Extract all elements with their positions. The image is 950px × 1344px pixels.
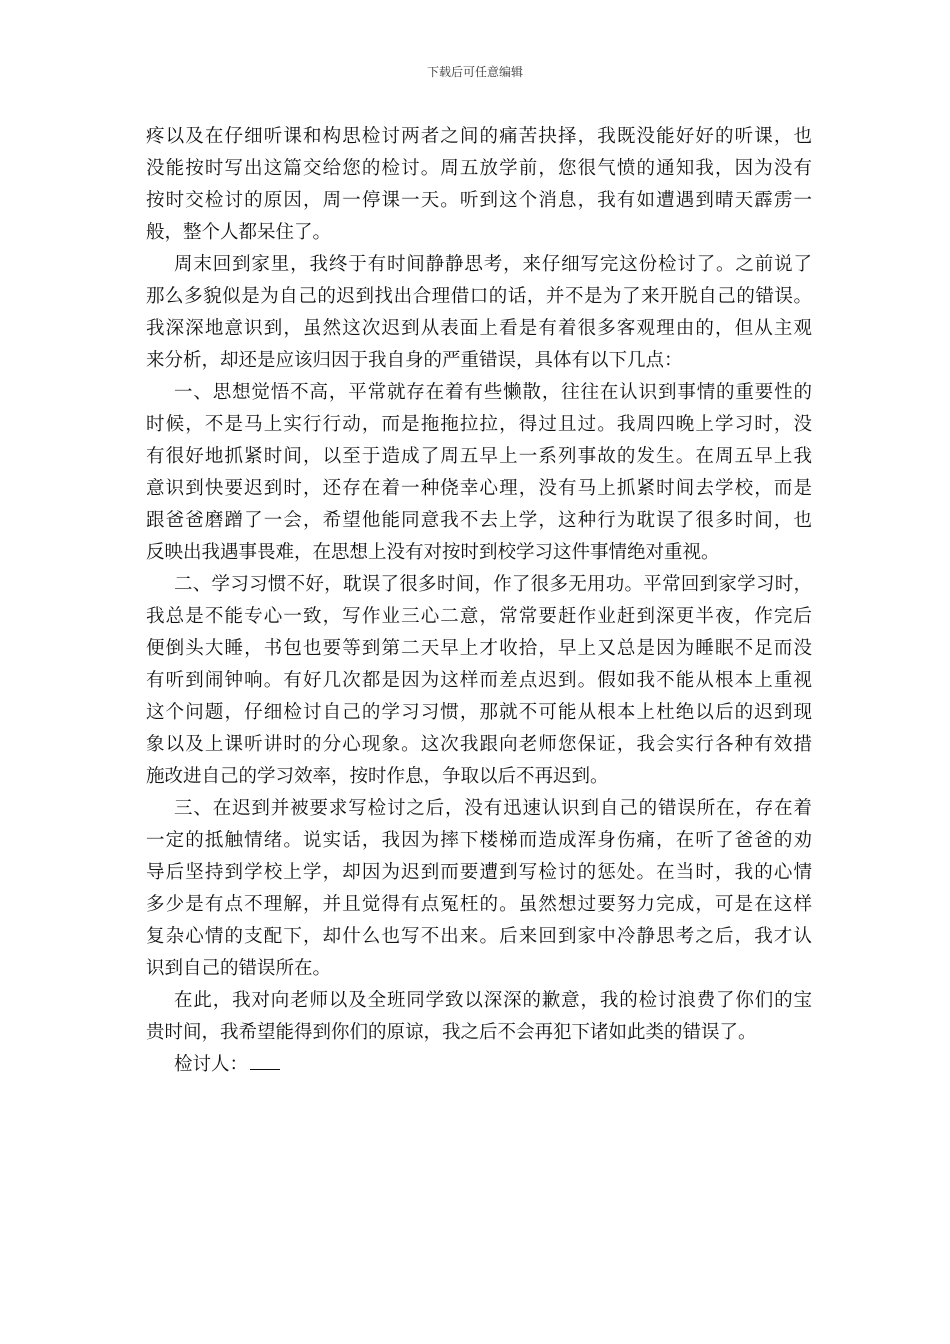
signature-line bbox=[146, 1049, 812, 1081]
text-line: 多少是有点不理解，并且觉得有点冤枉的。虽然想过要努力完成，可是在这样 bbox=[146, 894, 812, 915]
text-line: 般，整个人都呆住了。 bbox=[146, 222, 332, 243]
text-line: 这个问题，仔细检讨自己的学习习惯，那就不可能从根本上杜绝以后的迟到现 bbox=[146, 702, 812, 723]
text-line: 我深深地意识到，虽然这次迟到从表面上看是有着很多客观理由的，但从主观 bbox=[146, 318, 812, 339]
text-line: 没能按时写出这篇交给您的检讨。周五放学前，您很气愤的通知我，因为没有 bbox=[146, 158, 812, 179]
text-line: 有听到闹钟响。有好几次都是因为这样而差点迟到。假如我不能从根本上重视 bbox=[146, 670, 812, 691]
text-line: 一定的抵触情绪。说实话，我因为摔下楼梯而造成浑身伤痛，在听了爸爸的劝 bbox=[146, 830, 812, 851]
paragraph-4 bbox=[146, 569, 812, 793]
text-line: 我总是不能专心一致，写作业三心二意，常常要赶作业赶到深更半夜，作完后 bbox=[146, 606, 812, 627]
text-line: 疼以及在仔细听课和构思检讨两者之间的痛苦抉择，我既没能好好的听课，也 bbox=[146, 126, 812, 147]
text-line: 在此，我对向老师以及全班同学致以深深的歉意，我的检讨浪费了你们的宝 bbox=[174, 990, 812, 1011]
text-line: 三、在迟到并被要求写检讨之后，没有迅速认识到自己的错误所在，存在着 bbox=[174, 798, 812, 819]
text-line: 周末回到家里，我终于有时间静静思考，来仔细写完这份检讨了。之前说了 bbox=[174, 254, 812, 275]
text-line: 意识到快要迟到时，还存在着一种侥幸心理，没有马上抓紧时间去学校，而是 bbox=[146, 478, 812, 499]
page-header-note: 下载后可任意编辑 bbox=[426, 65, 523, 79]
text-line: 跟爸爸磨蹭了一会，希望他能同意我不去上学，这种行为耽误了很多时间，也 bbox=[146, 510, 812, 531]
paragraph-5 bbox=[146, 793, 812, 985]
text-line: 象以及上课听讲时的分心现象。这次我跟向老师您保证，我会实行各种有效措 bbox=[146, 734, 812, 755]
text-line: 那么多貌似是为自己的迟到找出合理借口的话，并不是为了来开脱自己的错误。 bbox=[146, 286, 812, 307]
paragraph-6 bbox=[146, 985, 812, 1049]
text-line: 有很好地抓紧时间，以至于造成了周五早上一系列事故的发生。在周五早上我 bbox=[146, 446, 812, 467]
signature-label: 检讨人： bbox=[174, 1054, 249, 1075]
document-body bbox=[146, 121, 812, 1081]
text-line: 导后坚持到学校上学，却因为迟到而要遭到写检讨的惩处。在当时，我的心情 bbox=[146, 862, 812, 883]
paragraph-1 bbox=[146, 121, 812, 249]
text-line: 反映出我遇事畏难，在思想上没有对按时到校学习这件事情绝对重视。 bbox=[146, 542, 720, 563]
text-line: 来分析，却还是应该归因于我自身的严重错误，具体有以下几点： bbox=[146, 350, 683, 371]
paragraph-3 bbox=[146, 377, 812, 569]
paragraph-2 bbox=[146, 249, 812, 377]
text-line: 识到自己的错误所在。 bbox=[146, 958, 332, 979]
text-line: 便倒头大睡，书包也要等到第二天早上才收拾，早上又总是因为睡眠不足而没 bbox=[146, 638, 812, 659]
text-line: 复杂心情的支配下，却什么也写不出来。后来回到家中冷静思考之后，我才认 bbox=[146, 926, 812, 947]
signature-blank[interactable] bbox=[250, 1049, 280, 1070]
text-line: 按时交检讨的原因，周一停课一天。听到这个消息，我有如遭遇到晴天霹雳一 bbox=[146, 190, 812, 211]
text-line: 一、思想觉悟不高，平常就存在着有些懒散，往往在认识到事情的重要性的 bbox=[174, 382, 812, 403]
text-line: 施改进自己的学习效率，按时作息，争取以后不再迟到。 bbox=[146, 766, 609, 787]
text-line: 二、学习习惯不好，耽误了很多时间，作了很多无用功。平常回到家学习时， bbox=[174, 574, 812, 595]
text-line: 时候，不是马上实行行动，而是拖拖拉拉，得过且过。我周四晚上学习时，没 bbox=[146, 414, 812, 435]
text-line: 贵时间，我希望能得到你们的原谅，我之后不会再犯下诸如此类的错误了。 bbox=[146, 1022, 757, 1043]
